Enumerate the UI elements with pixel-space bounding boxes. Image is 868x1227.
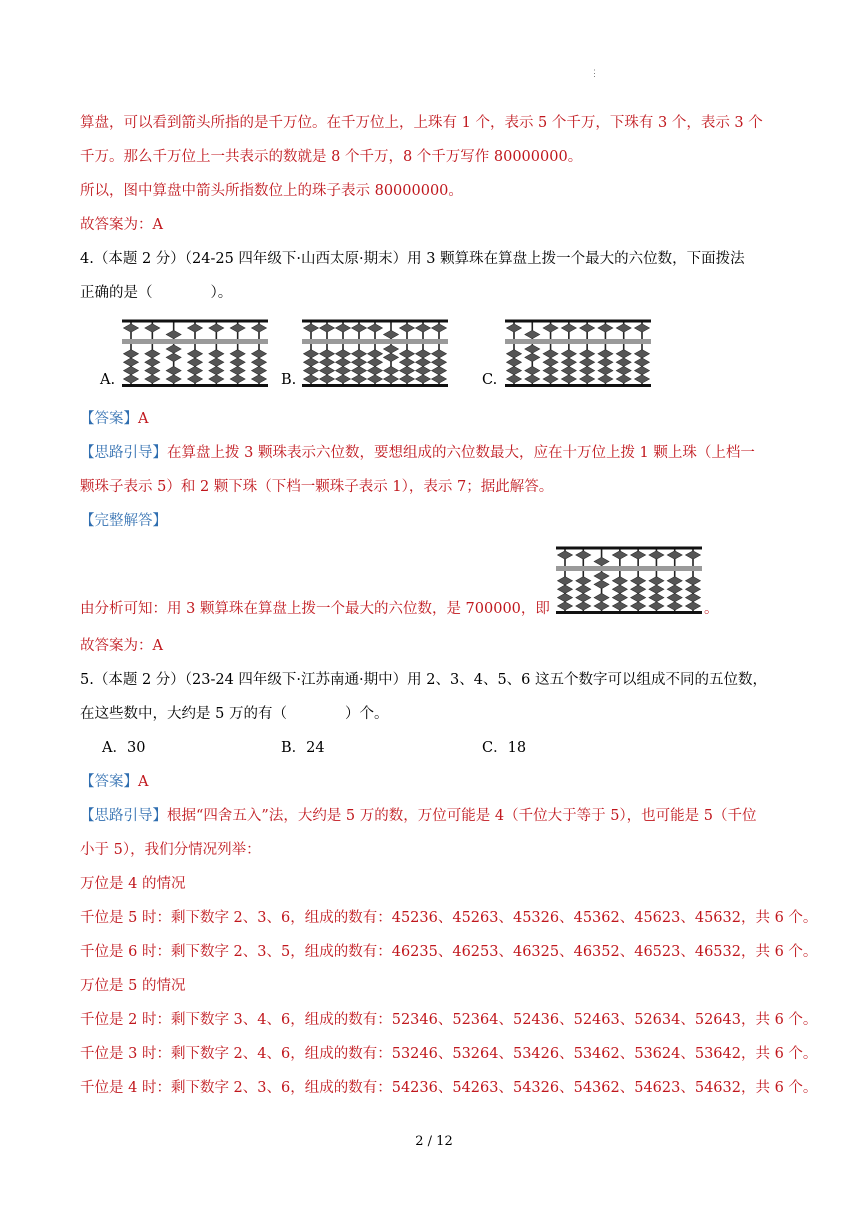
abacus-bead [400,375,415,383]
q4-full-solution-line: 由分析可知：用 3 颗算珠在算盘上拨一个最大的六位数，是 700000，即 [80,601,550,617]
abacus-bead [304,350,319,358]
q3-conclusion: 故答案为：A [80,217,163,233]
abacus-bead [320,358,335,366]
case-5-line-1: 千位是 2 时：剩下数字 3、4、6，组成的数有：52346、52364、52436、52463、52634、52643，共 6 个。 [80,1012,818,1028]
q5-option-a: A．30 [102,740,146,756]
abacus-bead [145,358,160,366]
abacus-bead [576,577,591,585]
abacus-bead [416,350,431,358]
abacus-bead [368,366,383,374]
case-5-line-3: 千位是 4 时：剩下数字 2、3、6，组成的数有：54236、54263、54326、54362、54623、54632，共 6 个。 [80,1080,818,1096]
abacus-bead [561,358,576,366]
abacus-bead [580,358,595,366]
abacus-bead [416,324,431,332]
margin-dots: ⋮ [590,69,599,79]
case-5-line-2: 千位是 3 时：剩下数字 2、4、6，组成的数有：53246、53264、53426、53462、53624、53642，共 6 个。 [80,1046,818,1062]
abacus-option-c [505,318,651,388]
abacus-bead [432,324,447,332]
option-b-label: B. [281,372,297,388]
abacus-bead [432,350,447,358]
abacus-bead [188,350,203,358]
q4-full-solution-end: 。 [704,601,719,617]
q4-hint-line-1 [80,443,755,463]
abacus-bead [616,375,631,383]
abacus-top-frame [505,320,651,323]
abacus-bead [166,366,181,374]
abacus-bottom-frame [556,611,702,614]
abacus-bead [525,366,540,374]
abacus-answer [556,545,702,615]
abacus-bead [320,350,335,358]
q4-conclusion: 故答案为：A [80,638,163,654]
abacus-bead [580,324,595,332]
q4-answer [80,409,148,429]
q5-option-b: B．24 [281,740,325,756]
abacus-bead [507,366,522,374]
abacus-bead [667,551,682,559]
abacus-bead [230,375,245,383]
abacus-bead [209,366,224,374]
hint-text: 根据“四舍五入”法，大约是 5 万的数，万位可能是 4（千位大于等于 5），也可能是 5（千位 [167,808,757,824]
abacus-bead [230,358,245,366]
abacus-bead [304,358,319,366]
abacus-bead [166,345,181,353]
abacus-bead [166,353,181,361]
abacus-bead [558,585,573,593]
abacus-bead [507,358,522,366]
abacus-bead [432,375,447,383]
q4-hint-line-2: 颗珠子表示 5）和 2 颗下珠（下档一颗珠子表示 1），表示 7；据此解答。 [80,479,554,495]
abacus-bead [594,572,609,580]
abacus-option-b [302,318,448,388]
abacus-bead [400,358,415,366]
abacus-bead [304,324,319,332]
abacus-bead [543,375,558,383]
case-4-line-1: 千位是 5 时：剩下数字 2、3、6，组成的数有：45236、45263、45326、45362、45623、45632，共 6 个。 [80,910,818,926]
abacus-bead [635,366,650,374]
abacus-bead [558,602,573,610]
case-4-line-2: 千位是 6 时：剩下数字 2、3、5，组成的数有：46235、46253、46325、46352、46523、46532，共 6 个。 [80,944,818,960]
abacus-bead [667,602,682,610]
abacus-bead [352,375,367,383]
abacus-bead [612,585,627,593]
abacus-bead [686,551,701,559]
abacus-bead [124,324,139,332]
abacus-bead [320,324,335,332]
answer-tag: 【答案】 [80,411,138,427]
abacus-bead [368,350,383,358]
abacus-bead [594,593,609,601]
abacus-bead [612,577,627,585]
abacus-bead [230,350,245,358]
abacus-bead [543,324,558,332]
abacus-bead [686,577,701,585]
abacus-bead [166,330,181,338]
abacus-bead [576,585,591,593]
abacus-bead [432,358,447,366]
abacus-bead [368,375,383,383]
abacus-bead [124,366,139,374]
abacus-bead [631,602,646,610]
abacus-bead [576,602,591,610]
abacus-bead [686,593,701,601]
abacus-bead [616,324,631,332]
abacus-bead [580,366,595,374]
page-number: 2 / 12 [415,1134,453,1149]
abacus-bead [561,350,576,358]
abacus-bead [558,593,573,601]
q4-stem-line-2: 正确的是（ ）。 [80,285,233,301]
abacus-bead [594,557,609,565]
option-c-label: C. [482,372,498,388]
abacus-bead [188,366,203,374]
abacus-bead [209,375,224,383]
abacus-bead [543,358,558,366]
abacus-bead [145,350,160,358]
abacus-bead [384,353,399,361]
abacus-bead [320,375,335,383]
abacus-bead [124,350,139,358]
abacus-bead [188,358,203,366]
abacus-bead [525,375,540,383]
abacus-bead [188,375,203,383]
abacus-bead [561,375,576,383]
q3-text-line-3: 所以，图中算盘中箭头所指数位上的珠子表示 80000000。 [80,183,463,199]
abacus-bead [558,577,573,585]
abacus-bead [432,366,447,374]
abacus-bead [635,324,650,332]
answer-value: A [138,774,149,790]
abacus-bead [631,593,646,601]
abacus-bead [576,551,591,559]
abacus-bead [561,324,576,332]
abacus-bead [166,375,181,383]
option-a-label: A. [100,372,116,388]
abacus-beam [505,339,651,344]
abacus-bead [400,324,415,332]
abacus-bead [368,324,383,332]
abacus-bead [598,375,613,383]
abacus-bead [580,375,595,383]
abacus-bead [352,358,367,366]
q3-text-line-2: 千万。那么千万位上一共表示的数就是 8 个千万，8 个千万写作 80000000。 [80,149,583,165]
abacus-bead [384,345,399,353]
abacus-beam [556,566,702,571]
abacus-bead [145,366,160,374]
abacus-bead [384,330,399,338]
abacus-beam [302,339,448,344]
abacus-bead [384,375,399,383]
abacus-bead [416,366,431,374]
abacus-bead [209,358,224,366]
abacus-bead [616,350,631,358]
abacus-bead [320,366,335,374]
abacus-bead [252,358,267,366]
abacus-top-frame [302,320,448,323]
abacus-bead [252,366,267,374]
abacus-top-frame [556,547,702,550]
abacus-bead [616,358,631,366]
abacus-bottom-frame [122,384,268,387]
abacus-bead [507,324,522,332]
abacus-bead [598,366,613,374]
abacus-bead [188,324,203,332]
abacus-bead [543,366,558,374]
abacus-bead [598,350,613,358]
hint-text: 在算盘上拨 3 颗珠表示六位数，要想组成的六位数最大，应在十万位上拨 1 颗上珠（上档一 [167,445,755,461]
abacus-bead [612,551,627,559]
abacus-bead [543,350,558,358]
abacus-bead [124,375,139,383]
abacus-bead [667,585,682,593]
abacus-bead [304,366,319,374]
abacus-bead [598,358,613,366]
abacus-bead [352,324,367,332]
abacus-bead [631,551,646,559]
q5-stem-line-1: 5.（本题 2 分）（23-24 四年级下·江苏南通·期中）用 2、3、4、5、6 这五个数字可以组成不同的五位数， [80,672,767,688]
abacus-bead [507,350,522,358]
abacus-bead [649,602,664,610]
q5-hint-line-2: 小于 5），我们分情况列举： [80,842,261,858]
abacus-bead [612,602,627,610]
abacus-bead [631,585,646,593]
abacus-bead [649,593,664,601]
abacus-bead [649,551,664,559]
abacus-bead [576,593,591,601]
abacus-bead [336,350,351,358]
abacus-bead [400,366,415,374]
abacus-bead [561,366,576,374]
abacus-bead [580,350,595,358]
abacus-beam [122,339,268,344]
q4-full-solution-tag: 【完整解答】 [80,513,167,529]
abacus-bead [635,375,650,383]
q3-text-line-1: 算盘，可以看到箭头所指的是千万位。在千万位上，上珠有 1 个，表示 5 个千万，下珠有 3 个，表示 3 个 [80,115,763,131]
abacus-bead [336,375,351,383]
abacus-bead [649,585,664,593]
abacus-bead [336,366,351,374]
abacus-bead [416,358,431,366]
q5-stem-line-2: 在这些数中，大约是 5 万的有（ ）个。 [80,706,389,722]
abacus-bead [368,358,383,366]
abacus-bead [525,345,540,353]
abacus-bead [252,324,267,332]
abacus-bead [507,375,522,383]
abacus-bead [686,585,701,593]
abacus-bead [336,324,351,332]
abacus-bead [230,324,245,332]
abacus-bead [616,366,631,374]
q5-hint-line-1 [80,806,757,826]
abacus-bead [124,358,139,366]
abacus-bead [384,366,399,374]
abacus-bead [252,350,267,358]
abacus-bead [594,580,609,588]
case-4-title: 万位是 4 的情况 [80,876,186,892]
abacus-bead [352,350,367,358]
abacus-bead [209,324,224,332]
abacus-bead [558,551,573,559]
abacus-top-frame [122,320,268,323]
abacus-bead [336,358,351,366]
abacus-bead [400,350,415,358]
abacus-bottom-frame [505,384,651,387]
abacus-bead [667,593,682,601]
abacus-bead [252,375,267,383]
abacus-bead [594,602,609,610]
case-5-title: 万位是 5 的情况 [80,978,186,994]
abacus-bead [145,375,160,383]
q5-option-c: C．18 [482,740,527,756]
abacus-bead [649,577,664,585]
abacus-bead [209,350,224,358]
abacus-option-a [122,318,268,388]
abacus-bead [145,324,160,332]
abacus-bead [525,353,540,361]
abacus-bead [525,330,540,338]
abacus-bead [230,366,245,374]
abacus-bead [612,593,627,601]
abacus-bottom-frame [302,384,448,387]
hint-tag: 【思路引导】 [80,808,167,824]
q5-answer [80,772,148,792]
abacus-bead [304,375,319,383]
abacus-bead [667,577,682,585]
answer-tag: 【答案】 [80,774,138,790]
abacus-bead [598,324,613,332]
abacus-bead [631,577,646,585]
abacus-bead [416,375,431,383]
q4-stem-line-1: 4.（本题 2 分）（24-25 四年级下·山西太原·期末）用 3 颗算珠在算盘上拨一个最大的六位数，下面拨法 [80,251,745,267]
abacus-bead [686,602,701,610]
abacus-bead [352,366,367,374]
abacus-bead [635,358,650,366]
hint-tag: 【思路引导】 [80,445,167,461]
answer-value: A [138,411,149,427]
abacus-bead [635,350,650,358]
